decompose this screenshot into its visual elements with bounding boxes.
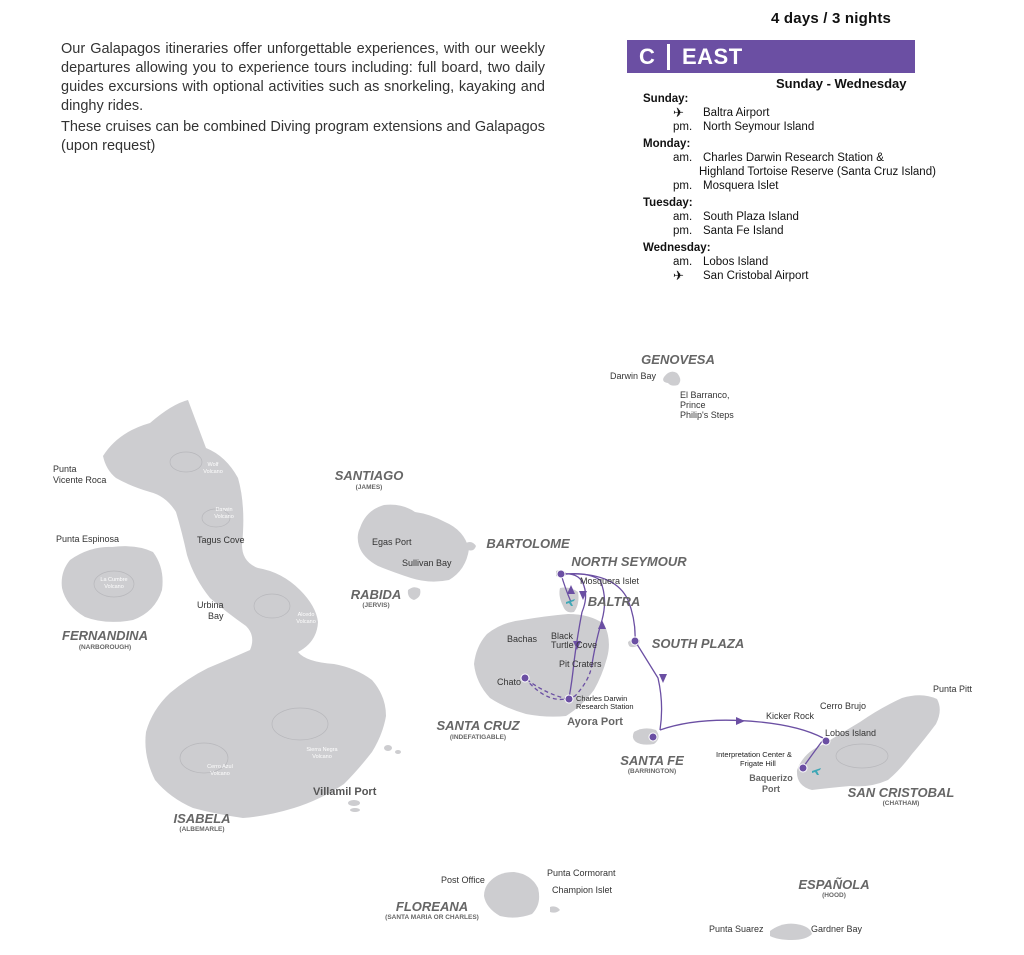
itinerary-time — [673, 165, 699, 179]
itinerary-item-text: Santa Fe Island — [703, 225, 784, 237]
intro-paragraph-1: Our Galapagos itineraries offer unforgettable experiences, with our weekly departures allowing you to experience tours including: full board, two daily guides excursions with optional activities such as snorkeling, kayaking and dinghy rides. — [61, 41, 545, 114]
island-label-bartolome: BARTOLOME — [486, 536, 570, 551]
place-el-barranco-2: Prince — [680, 400, 706, 410]
place-post-office: Post Office — [441, 875, 485, 885]
islet-isabela-east-2 — [395, 750, 401, 754]
stop-darwin-station — [565, 695, 573, 703]
island-champion-islet — [550, 906, 560, 912]
stop-chato — [521, 674, 529, 682]
volcano-alcedo-2: Volcano — [296, 619, 316, 625]
galapagos-map — [0, 300, 1024, 955]
island-label-floreana: FLOREANA — [395, 899, 469, 914]
volcano-la-cumbre-2: Volcano — [104, 584, 124, 590]
island-genovesa — [663, 372, 680, 386]
route-code: C — [639, 43, 655, 69]
island-alt-rabida: (JERVIS) — [362, 602, 390, 609]
itinerary-time: am. — [673, 256, 693, 268]
volcano-alcedo: Alcedo — [297, 612, 315, 618]
place-interpretation-center-2: Frigate Hill — [740, 759, 776, 768]
island-alt-santa-fe: (BARRINGTON) — [627, 768, 677, 775]
volcano-cerro-azul: Cerro Azul — [207, 764, 233, 770]
route-header — [627, 40, 915, 73]
island-label-isabela: ISABELA — [173, 811, 231, 826]
island-alt-espanola: (HOOD) — [822, 892, 846, 899]
island-label-espanola: ESPAÑOLA — [798, 877, 870, 892]
place-bachas: Bachas — [507, 634, 538, 644]
volcano-darwin-2: Volcano — [214, 514, 234, 520]
island-label-santa-cruz: SANTA CRUZ — [436, 718, 520, 733]
route-arrow-5 — [659, 674, 667, 683]
place-punta-espinosa: Punta Espinosa — [56, 534, 120, 544]
island-san-cristobal — [797, 695, 940, 790]
stop-lobos-island — [822, 737, 830, 745]
island-label-santa-fe: SANTA FE — [620, 753, 684, 768]
itinerary-time: am. — [673, 211, 693, 223]
plane-icon: ✈ — [673, 268, 684, 283]
place-baquerizo-port: Baquerizo — [749, 773, 793, 783]
place-black-turtle-cove-2: Turtle Cove — [551, 640, 598, 650]
volcano-sierra-negra-2: Volcano — [312, 754, 332, 760]
intro-paragraph-2: These cruises can be combined Diving program extensions and Galapagos (upon request) — [61, 119, 545, 154]
island-floreana — [484, 872, 539, 918]
itinerary-item — [643, 165, 936, 179]
island-espanola — [770, 924, 812, 940]
place-urbina-bay: Urbina — [197, 600, 224, 610]
island-label-north-seymour: NORTH SEYMOUR — [571, 554, 687, 569]
place-punta-pitt: Punta Pitt — [933, 684, 973, 694]
route-name: EAST — [682, 43, 743, 69]
stop-baquerizo-port — [799, 764, 807, 772]
island-label-rabida: RABIDA — [350, 587, 402, 602]
place-egas-port: Egas Port — [372, 537, 412, 547]
island-label-san-cristobal: SAN CRISTOBAL — [847, 785, 955, 800]
place-ayora-port: Ayora Port — [567, 716, 623, 728]
route-santa-fe-lobos — [660, 720, 823, 738]
volcano-cerro-azul-2: Volcano — [210, 771, 230, 777]
itinerary-item — [643, 120, 936, 134]
place-punta-vicente-roca: Punta — [53, 464, 77, 474]
itinerary-item — [643, 255, 936, 269]
stop-south-plaza — [631, 637, 639, 645]
island-alt-floreana: (SANTA MARIA OR CHARLES) — [385, 914, 479, 921]
place-sullivan-bay: Sullivan Bay — [402, 558, 452, 568]
islet-isabela-east-1 — [384, 745, 392, 751]
place-charles-darwin-station-2: Research Station — [576, 702, 634, 711]
itinerary-item — [643, 106, 936, 120]
place-punta-cormorant: Punta Cormorant — [547, 868, 616, 878]
island-alt-fernandina: (NARBOROUGH) — [78, 644, 132, 651]
island-alt-santa-cruz: (INDEFATIGABLE) — [449, 734, 507, 741]
place-darwin-bay: Darwin Bay — [610, 371, 657, 381]
itinerary — [643, 89, 936, 283]
itinerary-item — [643, 224, 936, 238]
itinerary-item-text: Charles Darwin Research Station & — [703, 152, 884, 164]
itinerary-item-text: South Plaza Island — [703, 211, 799, 223]
itinerary-time: pm. — [673, 225, 693, 237]
volcano-sierra-negra: Sierra Negra — [306, 747, 338, 753]
itinerary-item — [643, 151, 936, 165]
place-lobos-island: Lobos Island — [825, 728, 877, 738]
island-label-fernandina: FERNANDINA — [62, 628, 148, 643]
itinerary-item-text: Mosquera Islet — [703, 180, 779, 192]
tour-duration: 4 days / 3 nights — [771, 10, 892, 27]
island-alt-isabela: (ALBEMARLE) — [179, 826, 225, 833]
place-pit-craters: Pit Craters — [559, 659, 602, 669]
itinerary-time: pm. — [673, 180, 693, 192]
itinerary-time: am. — [673, 152, 693, 164]
itinerary-item — [643, 269, 936, 283]
itinerary-item-text: Baltra Airport — [703, 107, 770, 119]
itinerary-day: Sunday: — [643, 93, 689, 105]
route-days-range: Sunday - Wednesday — [776, 76, 907, 91]
place-mosquera-islet: Mosquera Islet — [580, 576, 640, 586]
stop-north-seymour — [557, 570, 565, 578]
island-label-santiago: SANTIAGO — [334, 468, 404, 483]
place-el-barranco: El Barranco, — [680, 390, 730, 400]
place-cerro-brujo: Cerro Brujo — [820, 701, 867, 711]
place-tagus-cove: Tagus Cove — [197, 535, 245, 545]
islet-isabela-east-4 — [350, 808, 360, 812]
island-rabida — [408, 587, 421, 600]
intro-text — [61, 40, 545, 158]
itinerary-day: Monday: — [643, 138, 691, 150]
island-label-baltra: BALTRA — [587, 594, 641, 609]
island-label-genovesa: GENOVESA — [641, 352, 715, 367]
place-urbina-bay-2: Bay — [208, 611, 224, 621]
plane-icon: ✈ — [673, 105, 684, 120]
itinerary-day: Wednesday: — [643, 242, 711, 254]
place-champion-islet: Champion Islet — [552, 885, 613, 895]
volcano-la-cumbre: La Cumbre — [100, 577, 128, 583]
itinerary-time: pm. — [673, 121, 693, 133]
itinerary-item — [643, 210, 936, 224]
stop-santa-fe — [649, 733, 657, 741]
island-alt-san-cristobal: (CHATHAM) — [882, 800, 920, 807]
volcano-wolf-2: Volcano — [203, 469, 223, 475]
itinerary-item-text: San Cristobal Airport — [703, 270, 809, 282]
itinerary-item-text: North Seymour Island — [703, 121, 815, 133]
place-interpretation-center: Interpretation Center & — [716, 750, 792, 759]
place-gardner-bay: Gardner Bay — [811, 924, 863, 934]
place-el-barranco-3: Philip's Steps — [680, 410, 734, 420]
volcano-wolf: Wolf — [207, 462, 219, 468]
islet-isabela-east-3 — [348, 800, 360, 806]
island-label-south-plaza: SOUTH PLAZA — [651, 636, 745, 651]
route-arrow-6 — [736, 717, 745, 725]
island-alt-santiago: (JAMES) — [355, 484, 383, 491]
place-chato: Chato — [497, 677, 522, 687]
place-punta-suarez: Punta Suarez — [709, 924, 764, 934]
itinerary-item — [643, 179, 936, 193]
itinerary-item-text: Lobos Island — [703, 256, 769, 268]
place-kicker-rock: Kicker Rock — [766, 711, 815, 721]
place-charles-darwin-station: Charles Darwin — [576, 694, 628, 703]
itinerary-item-text: Highland Tortoise Reserve (Santa Cruz Island) — [699, 166, 936, 178]
place-villamil-port: Villamil Port — [313, 786, 377, 798]
place-punta-vicente-roca-2: Vicente Roca — [53, 475, 107, 485]
itinerary-day: Tuesday: — [643, 197, 693, 209]
place-baquerizo-port-2: Port — [762, 784, 780, 794]
volcano-darwin: Darwin — [215, 507, 233, 513]
route-south-plaza-santa-fe — [635, 641, 662, 730]
place-black-turtle-cove: Black — [551, 631, 574, 641]
